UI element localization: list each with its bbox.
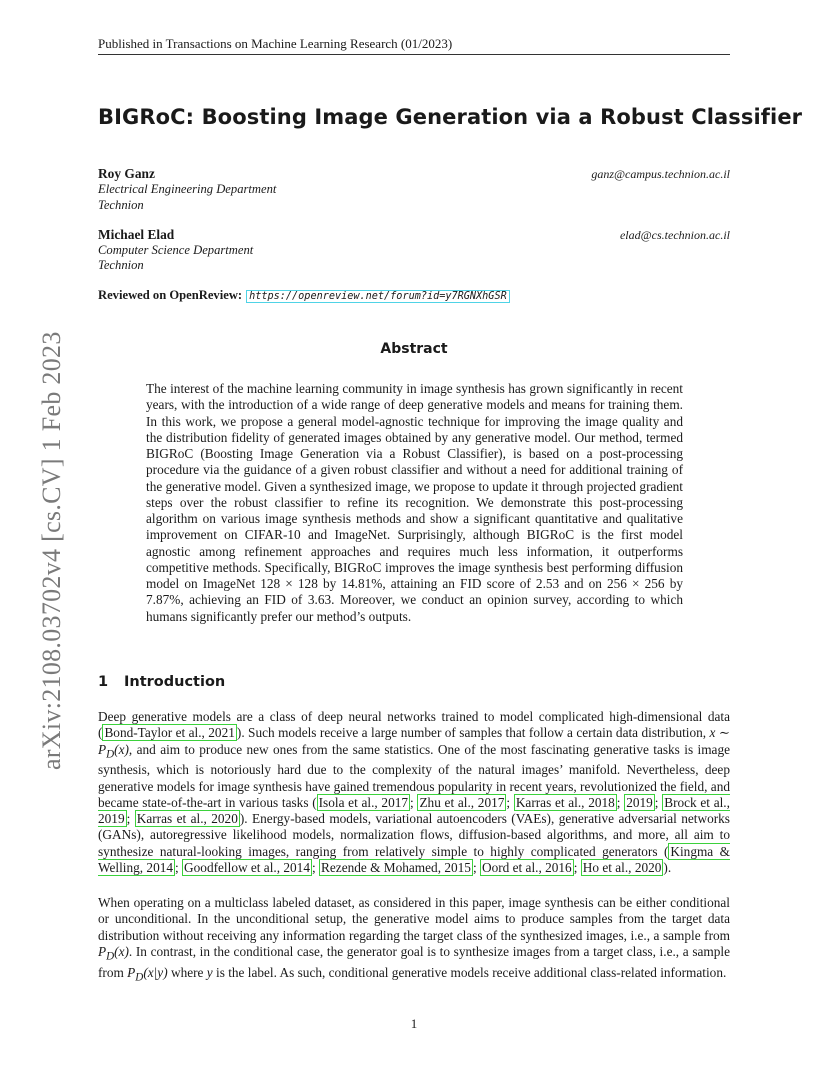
page-number: 1 <box>410 1016 418 1031</box>
review-line <box>98 288 510 303</box>
citation-link[interactable]: Brock et al., 2019 <box>98 794 730 827</box>
intro-paragraph-2: When operating on a multiclass labeled dataset, as considered in this paper, image synthesis can be either conditional or unconditional. In the unconditional setup, the generative model aims to produce samples from the target data distribution without receiving any information regarding the target class of the synthesized images, i.e., a sample from $P_D(x)$. In contrast, in the conditional case, the generator goal is to synthesize images from a target class, i.e., a sample from $P_D(x|y)$ where y is the label. As such, conditional generative models receive additional class-related information. <box>98 895 730 984</box>
citation-link[interactable]: Isola et al., 2017 <box>318 794 409 810</box>
author-inst-2: Technion <box>98 258 144 272</box>
citation-link[interactable]: Karras et al., 2020 <box>136 811 238 827</box>
citation-link[interactable]: Zhu et al., 2017 <box>419 794 505 810</box>
arxiv-stamp: arXiv:2108.03702v4 [cs.CV] 1 Feb 2023 <box>37 331 66 770</box>
review-link[interactable]: https://openreview.net/forum?id=y7RGNXhGSR <box>246 290 510 303</box>
abstract-heading: Abstract <box>380 341 448 357</box>
citation-link[interactable]: Kingma & Welling, 2014 <box>98 843 730 875</box>
intro-paragraph-1: Deep generative models are a class of deep neural networks trained to model complicated high-dimensional data ( Bond-Taylor et al., 2021 ). Such models receive a large number of samples that follow a certain data distribution, x ∼ $P_D(x)$, and aim to produce new ones from the same statistics. One of the most fascinating generative tasks is image synthesis, which is notoriously hard due to the complexity of the natural images’ manifold. Nevertheless, deep generative models for image synthesis have gained tremendous popularity in recent years, revolutionized the field, and became state-of-the-art in various tasks ( Isola et al., 2017 ; Zhu et al., 2017 ; Karras et al., 2018 ; 2019 ; Brock et al., 2019 ; Karras et al., 2020 ). Energy-based models, variational autoencoders (VAEs), generative adversarial networks (GANs), autoregressive likelihood models, normalization flows, diffusion-based algorithms, and more, all aim to synthesize natural-looking images, ranging from relatively simple to highly complicated generators ( Kingma & Welling, 2014 ; Goodfellow et al., 2014 ; Rezende & Mohamed, 2015 ; Oord et al., 2016 ; Ho et al., 2020 ). <box>98 709 731 875</box>
math-inline: y <box>206 964 213 980</box>
author-name-2: Michael Elad <box>98 227 175 242</box>
citation-link[interactable]: Goodfellow et al., 2014 <box>184 859 310 875</box>
journal-header: Published in Transactions on Machine Learning Research (01/2023) <box>98 36 453 51</box>
author-email-1[interactable]: ganz@campus.technion.ac.il <box>591 167 730 181</box>
citation-link[interactable]: Bond-Taylor et al., 2021 <box>104 725 235 741</box>
citation-link[interactable]: Karras et al., 2018 <box>515 794 615 810</box>
citation-link[interactable]: Rezende & Mohamed, 2015 <box>321 859 471 875</box>
citation-link[interactable]: 2019 <box>626 794 653 810</box>
abstract-text: The interest of the machine learning community in image synthesis has grown significantly in recent years, with the introduction of a wide range of deep generative models and means for training them. In this work, we propose a general model-agnostic technique for improving the image quality and the distribution fidelity of generated images obtained by any generative model. Our method, termed BIGRoC (Boosting Image Generation via a Robust Classifier), is based on a post-processing procedure via the guidance of a given robust classifier and without a need for additional training of the generative model. Given a synthesized image, we propose to update it through projected gradient steps over the robust classifier to refine its recognition. We demonstrate this post-processing algorithm on various image synthesis methods and show a significant quantitative and qualitative improvement on CIFAR-10 and ImageNet. Surprisingly, although BIGRoC is the first model agnostic among refinement approaches and requires much less information, it outperforms competitive methods. Specifically, BIGRoC improves the image synthesis best performing diffusion model on ImageNet 128 × 128 by 14.81%, attaining an FID score of 2.53 and on 256 × 256 by 7.87%, achieving an FID of 3.63. Moreover, we conduct an opinion survey, according to which humans significantly prefer our method’s outputs. <box>146 381 683 624</box>
section-title: Introduction <box>124 674 226 690</box>
author-email-2[interactable]: elad@cs.technion.ac.il <box>619 228 730 242</box>
author-name-1: Roy Ganz <box>98 166 155 181</box>
section-heading <box>98 674 225 690</box>
author-dept-2: Computer Science Department <box>98 243 254 257</box>
citation-link[interactable]: Ho et al., 2020 <box>582 859 662 875</box>
section-number: 1 <box>98 674 109 690</box>
author-dept-1: Electrical Engineering Department <box>98 182 277 196</box>
author-inst-1: Technion <box>98 198 144 212</box>
math-inline: $P_D(x)$ <box>98 943 129 963</box>
review-label: Reviewed on OpenReview: <box>98 288 243 302</box>
citation-link[interactable]: Oord et al., 2016 <box>481 859 572 875</box>
math-inline: $P_D(x|y)$ <box>127 964 168 984</box>
header-rule <box>98 54 730 55</box>
math-inline: x ∼ $P_D(x)$ <box>98 725 731 761</box>
paper-title: BIGRoC: Boosting Image Generation via a Robust Classifier <box>98 105 803 129</box>
